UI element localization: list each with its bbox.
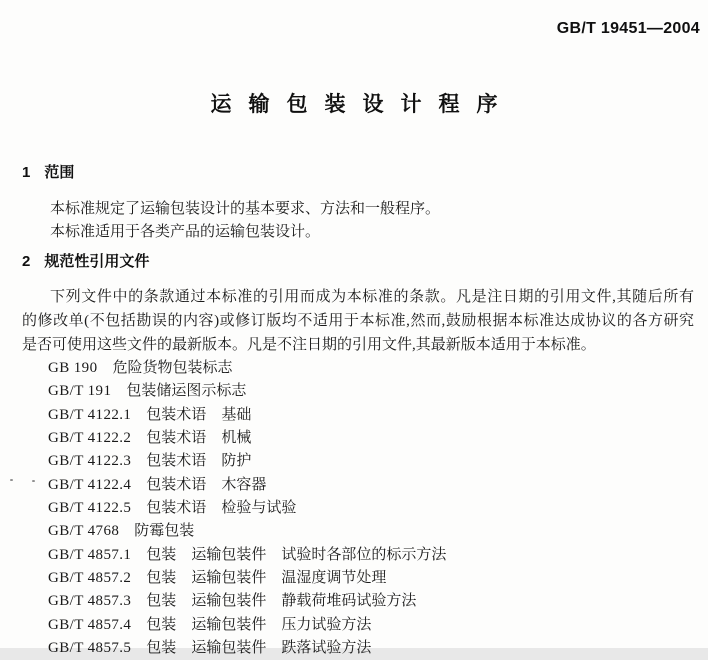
reference-row (48, 450, 698, 473)
scan-speck (10, 479, 13, 481)
reference-title-part: 包装术语 (146, 453, 207, 470)
reference-row (48, 357, 698, 380)
section-2-paragraph (22, 285, 694, 357)
reference-row (48, 404, 698, 427)
reference-title-part: 运输包装件 (191, 593, 267, 610)
section-2-heading (22, 253, 149, 271)
reference-title-part: 包装术语 (146, 500, 207, 517)
reference-title-part: 危险货物包装标志 (112, 360, 233, 376)
reference-title-part: 防护 (221, 453, 252, 470)
paragraph-line: 下列文件中的条款通过本标准的引用而成为本标准的条款。凡是注日期的引用文件,其随后所有 (50, 289, 694, 305)
reference-row (48, 544, 698, 567)
reference-title-part: 温湿度调节处理 (281, 570, 387, 587)
reference-code: GB/T 4857.1 (48, 546, 132, 563)
reference-row (48, 614, 698, 637)
standard-code: GB/T 19451—2004 (556, 20, 700, 37)
reference-row (48, 474, 698, 497)
reference-title-part: 防霉包装 (134, 523, 195, 540)
paragraph-line: 是否可使用这些文件的最新版本。凡是不注日期的引用文件,其最新版本适用于本标准。 (22, 337, 596, 353)
reference-title-part: 压力试验方法 (281, 616, 372, 633)
reference-row (48, 590, 698, 613)
reference-title-part: 运输包装件 (191, 570, 267, 587)
section-1-paragraph-2: 本标准适用于各类产品的运输包装设计。 (50, 224, 321, 240)
reference-code: GB 190 (48, 360, 98, 376)
reference-code: GB/T 4122.4 (48, 476, 132, 493)
reference-title-part: 运输包装件 (191, 616, 267, 633)
reference-title-part: 包装储运图示标志 (126, 383, 247, 400)
reference-title-part: 试验时各部位的标示方法 (281, 546, 447, 563)
reference-code: GB/T 4122.3 (48, 453, 132, 470)
reference-title-part: 木容器 (221, 476, 267, 493)
reference-title-part: 静载荷堆码试验方法 (281, 593, 417, 610)
references-list (48, 357, 698, 660)
reference-title-part: 包装 (146, 570, 177, 587)
reference-row (48, 380, 698, 403)
reference-title-part: 包装术语 (146, 430, 207, 447)
reference-code: GB/T 4857.4 (48, 616, 132, 633)
reference-title-part: 检验与试验 (221, 500, 297, 517)
reference-code: GB/T 4857.5 (48, 640, 132, 657)
section-2-number: 2 (22, 253, 31, 270)
document-title: 运输包装设计程序 (210, 93, 515, 116)
reference-title-part: 运输包装件 (191, 640, 267, 657)
reference-row (48, 497, 698, 520)
reference-row (48, 520, 698, 543)
section-1-paragraph-1: 本标准规定了运输包装设计的基本要求、方法和一般程序。 (50, 201, 441, 217)
reference-title-part: 包装 (146, 616, 177, 633)
section-2-heading-text: 规范性引用文件 (44, 253, 150, 270)
reference-title-part: 包装 (146, 640, 177, 657)
reference-code: GB/T 191 (48, 383, 112, 400)
scan-speck (32, 480, 35, 482)
reference-code: GB/T 4122.1 (48, 406, 132, 423)
reference-title-part: 基础 (221, 406, 252, 423)
reference-title-part: 包装 (146, 546, 177, 563)
reference-code: GB/T 4122.5 (48, 500, 132, 517)
reference-title-part: 包装术语 (146, 406, 207, 423)
reference-title-part: 包装 (146, 593, 177, 610)
reference-title-part: 包装术语 (146, 476, 207, 493)
reference-code: GB/T 4122.2 (48, 430, 132, 447)
reference-title-part: 机械 (221, 430, 252, 447)
reference-row (48, 637, 698, 660)
reference-title-part: 运输包装件 (191, 546, 267, 563)
paragraph-line: 的修改单(不包括勘误的内容)或修订版均不适用于本标准,然而,鼓励根据本标准达成协议的各方研究 (22, 313, 694, 329)
reference-code: GB/T 4857.2 (48, 570, 132, 587)
section-1-heading-text: 范围 (44, 164, 75, 181)
reference-row (48, 427, 698, 450)
section-1-number: 1 (22, 164, 31, 181)
reference-row (48, 567, 698, 590)
reference-code: GB/T 4857.3 (48, 593, 132, 610)
reference-title-part: 跌落试验方法 (281, 640, 372, 657)
section-1-heading (22, 164, 74, 182)
reference-code: GB/T 4768 (48, 523, 120, 540)
